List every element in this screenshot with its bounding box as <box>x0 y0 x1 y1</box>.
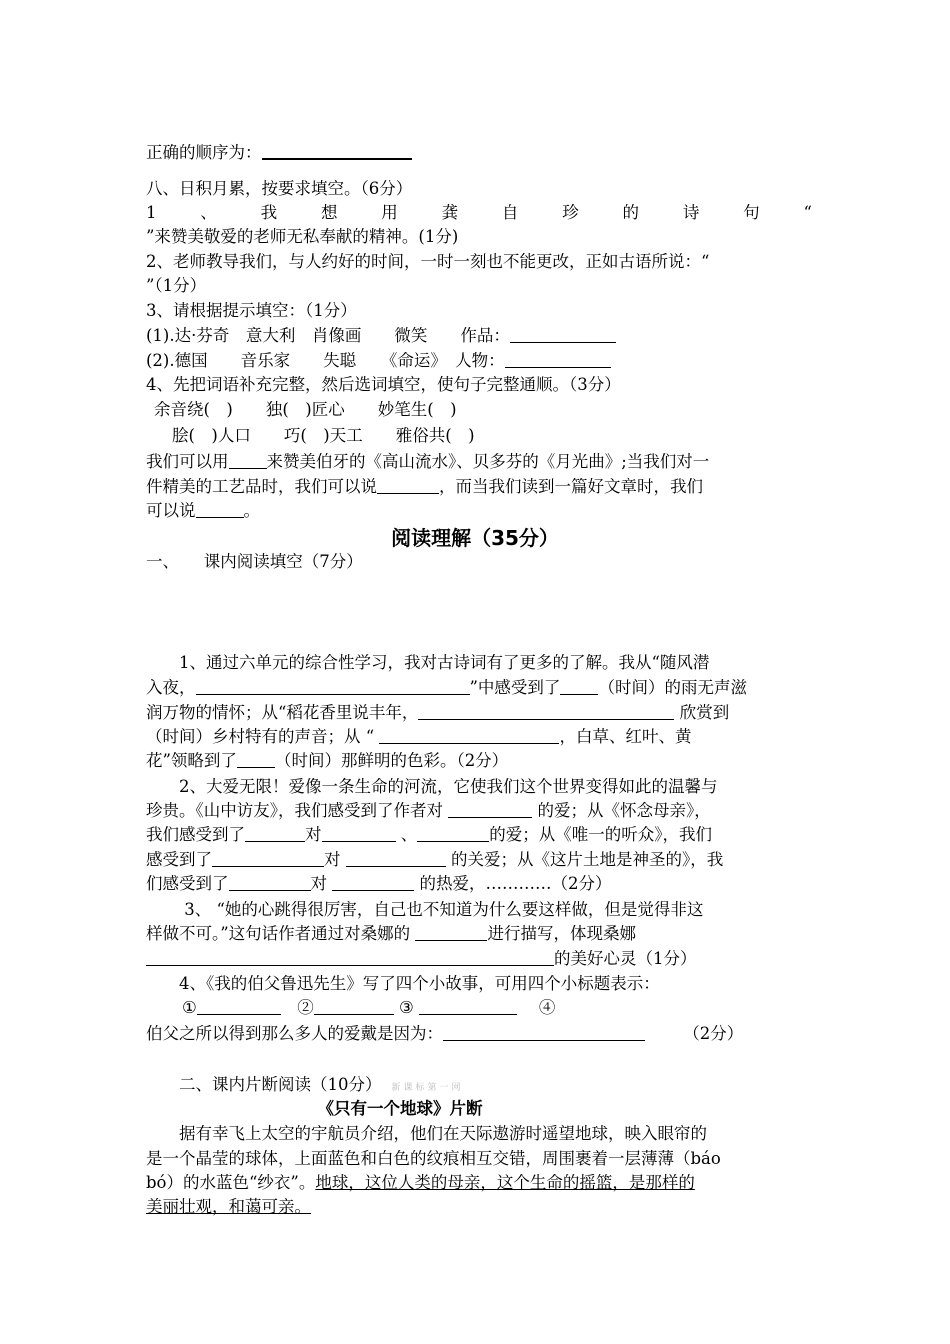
r1-3-line-2: 样做不可。”这句话作者通过对桑娜的 进行描写，体现桑娜 <box>146 924 636 943</box>
love-blank-3[interactable] <box>322 825 396 842</box>
r1-4-line-3: 伯父之所以得到那么多人的爱戴是因为： （2分） <box>146 1024 744 1043</box>
love-blank-8[interactable] <box>332 874 414 891</box>
r1-1-line-3: 润万物的情怀；从“稻花香里说丰年， 欣赏到 <box>146 703 730 722</box>
q8-3-1: (1).达·芬奇 意大利 肖像画 微笑 作品： <box>146 324 812 348</box>
subtitle-blank-3[interactable] <box>419 998 517 1015</box>
love-blank-6[interactable] <box>346 850 446 867</box>
subtitle-blank-1[interactable] <box>197 998 281 1015</box>
section-8-title: 八、日积月累，按要求填空。（6分） <box>146 179 413 198</box>
order-blank[interactable] <box>262 142 412 160</box>
q8-1-char: 句 <box>743 203 760 222</box>
idiom-row-2: 脍( )人口 巧( )天工 雅俗共( ) <box>172 426 475 445</box>
time-blank-1[interactable] <box>560 678 598 695</box>
q8-1-char: 用 <box>381 203 398 222</box>
r1-1-line-2: 入夜， ”中感受到了 （时间）的雨无声滋 <box>146 678 747 697</box>
r1-3-line-3: 的美好心灵（1分） <box>146 947 812 971</box>
reading-1-title: 一、 课内阅读填空（7分） <box>146 552 363 571</box>
q8-1-char: 诗 <box>682 203 700 222</box>
passage-line-3: bó）的水蓝色“纱衣”。地球，这位人类的母亲，这个生命的摇篮，是那样的 <box>146 1173 695 1192</box>
poem-blank-1[interactable] <box>196 678 470 695</box>
order-line: 正确的顺序为： <box>146 141 812 165</box>
q8-1-char: 想 <box>320 203 338 222</box>
person-blank[interactable] <box>505 351 611 368</box>
q8-1-char: 珍 <box>562 203 579 222</box>
fill-blank-2[interactable] <box>377 477 439 494</box>
passage-title: 《只有一个地球》片断 <box>317 1099 483 1118</box>
poem-blank-2[interactable] <box>418 703 674 720</box>
love-blank-4[interactable] <box>417 825 489 842</box>
q8-4-sentence-3: 可以说 。 <box>146 501 260 520</box>
q8-3-title: 3、请根据提示填空：（1分） <box>146 301 357 320</box>
r1-1-line-4: （时间）乡村特有的声音；从 “ ，白草、红叶、黄 <box>146 727 692 746</box>
q8-1-char: 自 <box>501 203 519 222</box>
r1-2-line-1: 2、大爱无限！爱像一条生命的河流，它使我们这个世界变得如此的温馨与 <box>146 777 718 796</box>
idiom-row-1: 余音绕( ) 独( )匠心 妙笔生( ) <box>154 400 457 419</box>
love-blank-7[interactable] <box>229 874 311 891</box>
q8-1-line <box>146 201 812 225</box>
passage-line-4 <box>146 1195 812 1219</box>
watermark: 新课标第一网 <box>391 1083 464 1093</box>
q8-4-title: 4、先把词语补充完整，然后选词填空，使句子完整通顺。（3分） <box>146 375 621 394</box>
q8-1-char: 1 <box>146 203 157 222</box>
subtitle-blank-2[interactable] <box>314 998 394 1015</box>
passage-line-2: 是一个晶莹的球体，上面蓝色和白色的纹痕相互交错，周围裹着一层薄薄（báo <box>146 1149 721 1168</box>
q8-4-sentence-1: 我们可以用 来赞美伯牙的《高山流水》、贝多芬的《月光曲》;当我们对一 <box>146 452 710 471</box>
r1-1-line-1: 1、通过六单元的综合性学习，我对古诗词有了更多的了解。我从“随风潜 <box>146 653 710 672</box>
love-blank-1[interactable] <box>448 801 532 818</box>
r1-3-line-1: 3、 “她的心跳得很厉害，自己也不知道为什么要这样做，但是觉得非这 <box>146 900 704 919</box>
time-blank-3[interactable] <box>237 751 275 768</box>
r1-2-line-2: 珍贵。《山中访友》，我们感受到了作者对 的爱；从《怀念母亲》， <box>146 801 711 820</box>
q8-1-char: 的 <box>622 203 639 222</box>
passage-line-1: 据有幸飞上太空的宇航员介绍，他们在天际遨游时遥望地球，映入眼帘的 <box>146 1124 707 1143</box>
q8-3-2: (2).德国 音乐家 失聪 《命运》 人物： <box>146 349 812 373</box>
q8-1-char: 、 <box>200 203 217 222</box>
q8-1-char: 我 <box>260 203 278 222</box>
description-blank[interactable] <box>415 924 487 941</box>
love-blank-5[interactable] <box>212 850 324 867</box>
spirit-blank[interactable] <box>146 949 554 966</box>
q8-1-cont: ”来赞美敬爱的老师无私奉献的精神。(1分) <box>146 227 459 246</box>
r1-4-line-1: 4、《我的伯父鲁迅先生》写了四个小故事，可用四个小标题表示： <box>146 974 660 993</box>
reading-2-title: 二、课内片断阅读（10分） 新课标第一网 <box>146 1075 464 1094</box>
fill-blank-3[interactable] <box>196 501 244 518</box>
q8-1-char: “ <box>803 203 812 222</box>
underlined-sentence-1: 地球，这位人类的母亲，这个生命的摇篮，是那样的 <box>315 1173 695 1192</box>
love-blank-2[interactable] <box>245 825 305 842</box>
r1-2-line-3: 我们感受到了 对 、 的爱；从《唯一的听众》，我们 <box>146 825 712 844</box>
r1-1-line-5: 花”领略到了 （时间）那鲜明的色彩。（2分） <box>146 751 509 770</box>
r1-2-line-5: 们感受到了 对 的热爱，…………（2分） <box>146 874 612 893</box>
r1-2-line-4: 感受到了 对 的关爱；从《这片土地是神圣的》，我 <box>146 850 724 869</box>
underlined-sentence-2: 美丽壮观，和蔼可亲。 <box>146 1197 311 1216</box>
reason-blank[interactable] <box>443 1024 645 1041</box>
q8-4-sentence-2: 件精美的工艺品时，我们可以说 ，而当我们读到一篇好文章时，我们 <box>146 477 703 496</box>
q8-2-line: 2、老师教导我们，与人约好的时间，一时一刻也不能更改，正如古语所说：“ <box>146 252 710 271</box>
q8-1-char: 龚 <box>441 203 459 222</box>
r1-4-subtitles: ① ② ③ ④ <box>182 998 556 1017</box>
reading-title: 阅读理解（35分） <box>391 526 559 550</box>
poem-blank-3[interactable] <box>379 727 559 744</box>
fill-blank-1[interactable] <box>229 452 267 469</box>
artwork-blank[interactable] <box>510 326 616 343</box>
q8-2-cont: ”（1分） <box>146 276 207 295</box>
